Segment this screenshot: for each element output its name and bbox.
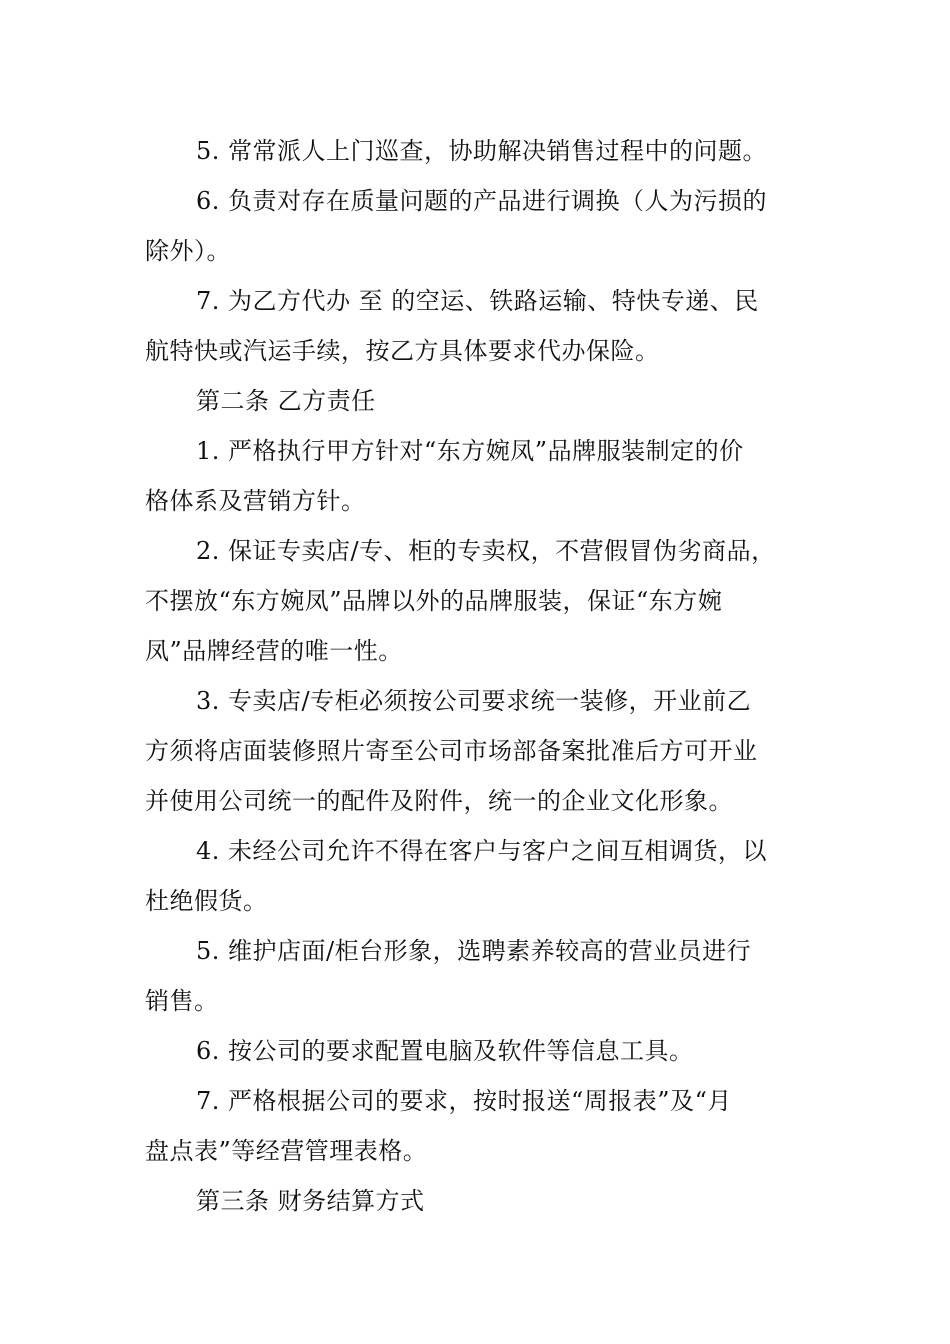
text-line: 3. 专卖店/专柜必须按公司要求统一装修，开业前乙 [196, 687, 752, 715]
text-line: 除外）。 [145, 237, 231, 265]
text-line: 杜绝假货。 [145, 887, 268, 915]
text-line: 盘点表”等经营管理表格。 [145, 1137, 428, 1165]
text-line: 航特快或汽运手续，按乙方具体要求代办保险。 [145, 337, 660, 365]
text-line: 凤”品牌经营的唯一性。 [145, 637, 403, 665]
text-line: 6. 负责对存在质量问题的产品进行调换（人为污损的 [196, 187, 768, 215]
text-line: 7. 为乙方代办 至 的空运、铁路运输、特快专递、民 [196, 287, 759, 315]
text-line: 1. 严格执行甲方针对“东方婉凤”品牌服装制定的价 [196, 437, 744, 465]
text-line: 7. 严格根据公司的要求，按时报送“周报表”及“月 [196, 1087, 732, 1115]
text-line: 方须将店面装修照片寄至公司市场部备案批准后方可开业 [145, 737, 758, 765]
text-line: 并使用公司统一的配件及附件，统一的企业文化形象。 [145, 787, 733, 815]
text-line: 5. 常常派人上门巡查，协助解决销售过程中的问题。 [196, 137, 768, 165]
text-line: 不摆放“东方婉凤”品牌以外的品牌服装，保证“东方婉 [145, 587, 723, 615]
section-heading: 第三条 财务结算方式 [196, 1187, 425, 1215]
text-line: 格体系及营销方针。 [145, 487, 366, 515]
text-line: 6. 按公司的要求配置电脑及软件等信息工具。 [196, 1037, 694, 1065]
text-line: 4. 未经公司允许不得在客户与客户之间互相调货，以 [196, 837, 768, 865]
text-line: 销售。 [145, 987, 219, 1015]
text-line: 2. 保证专卖店/专、柜的专卖权，不营假冒伪劣商品， [196, 537, 776, 565]
document-body [145, 126, 810, 1226]
text-line: 5. 维护店面/柜台形象，选聘素养较高的营业员进行 [196, 937, 752, 965]
section-heading: 第二条 乙方责任 [196, 387, 376, 415]
